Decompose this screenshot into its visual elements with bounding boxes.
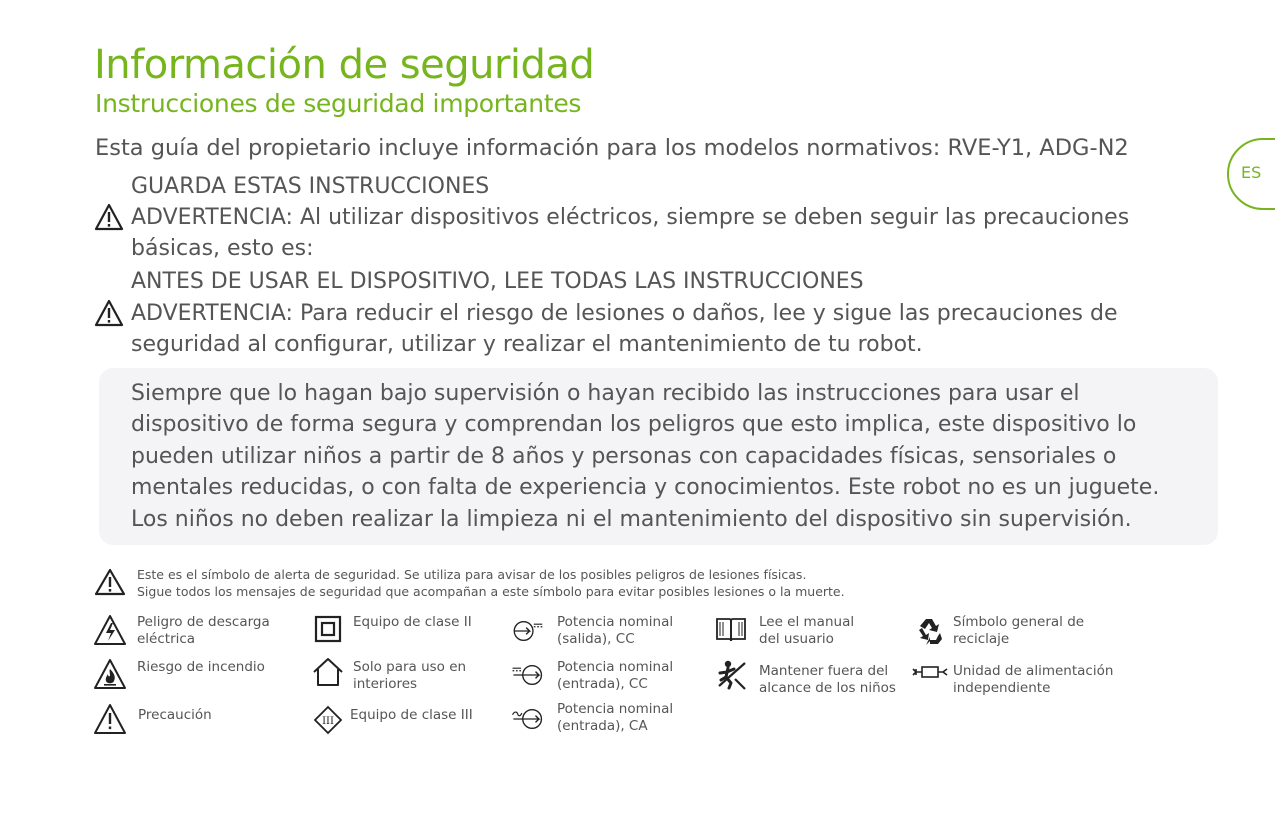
- warning-2-line-1: ADVERTENCIA: Para reducir el riesgo de lesiones o daños, lee y sigue las precauciones de: [131, 301, 1118, 326]
- warning-icon: [94, 203, 124, 231]
- power-supply-label-2: independiente: [953, 680, 1051, 696]
- input-ac-label-2: (entrada), CA: [557, 718, 648, 734]
- input-dc-label-2: (entrada), CC: [557, 676, 648, 692]
- keep-away-label-2: alcance de los niños: [759, 680, 896, 696]
- caution-icon: [93, 703, 127, 735]
- save-instructions: GUARDA ESTAS INSTRUCCIONES: [131, 174, 490, 199]
- safety-alert-icon: [94, 568, 126, 596]
- output-dc-label-2: (salida), CC: [557, 631, 635, 647]
- warning-1-line-2: básicas, esto es:: [131, 236, 314, 261]
- input-ac-label-1: Potencia nominal: [557, 701, 674, 717]
- class-iii-label: Equipo de clase III: [350, 707, 473, 723]
- input-dc-label-1: Potencia nominal: [557, 659, 674, 675]
- output-dc-icon: [510, 615, 544, 647]
- language-tab-label: ES: [1241, 163, 1262, 182]
- note-line-5: Los niños no deben realizar la limpieza ni el mantenimiento del dispositivo sin supervisión.: [131, 507, 1132, 532]
- indoor-only-icon: [311, 656, 345, 688]
- fire-risk-icon: [93, 658, 127, 690]
- output-dc-label-1: Potencia nominal: [557, 614, 674, 630]
- recycling-label-1: Símbolo general de: [953, 614, 1085, 630]
- warning-icon: [94, 299, 124, 327]
- input-ac-icon: [510, 703, 544, 735]
- power-supply-label-1: Unidad de alimentación: [953, 663, 1114, 679]
- note-line-2: dispositivo de forma segura y comprendan los peligros que esto implica, este dispositivo lo: [131, 412, 1137, 437]
- power-supply-icon: [912, 657, 948, 689]
- electric-shock-icon: [93, 614, 127, 646]
- alert-line-1: Este es el símbolo de alerta de seguridad. Se utiliza para avisar de los posibles peligros de lesiones físicas.: [137, 567, 807, 582]
- indoor-only-label-2: interiores: [353, 676, 418, 692]
- keep-away-label-1: Mantener fuera del: [759, 663, 889, 679]
- indoor-only-label-1: Solo para uso en: [353, 659, 467, 675]
- class-iii-icon: [311, 704, 345, 736]
- page-title: Información de seguridad: [94, 42, 595, 88]
- recycling-label-2: reciclaje: [953, 631, 1010, 647]
- svg-text:III: III: [322, 716, 334, 727]
- read-manual-label-1: Lee el manual: [759, 614, 855, 630]
- class-ii-icon: [311, 614, 345, 646]
- note-line-1: Siempre que lo hagan bajo supervisión o hayan recibido las instrucciones para usar el: [131, 381, 1080, 406]
- electric-shock-label-2: eléctrica: [137, 631, 196, 647]
- read-all-instructions: ANTES DE USAR EL DISPOSITIVO, LEE TODAS LAS INSTRUCCIONES: [131, 269, 864, 294]
- alert-line-2: Sigue todos los mensajes de seguridad que acompañan a este símbolo para evitar posibles lesiones o la muerte.: [137, 584, 845, 599]
- note-line-4: mentales reducidas, o con falta de experiencia y conocimientos. Este robot no es un juguete.: [131, 475, 1160, 500]
- read-manual-label-2: del usuario: [759, 631, 834, 647]
- electric-shock-label-1: Peligro de descarga: [137, 614, 270, 630]
- intro-text: Esta guía del propietario incluye información para los modelos normativos: RVE-Y1, ADG-N2: [95, 135, 1129, 161]
- warning-2-line-2: seguridad al configurar, utilizar y realizar el mantenimiento de tu robot.: [131, 332, 923, 357]
- caution-label: Precaución: [138, 707, 212, 723]
- read-manual-icon: [714, 613, 748, 645]
- keep-away-children-icon: [715, 659, 749, 691]
- recycling-icon: [912, 615, 946, 647]
- page-subtitle: Instrucciones de seguridad importantes: [95, 89, 582, 118]
- note-line-3: pueden utilizar niños a partir de 8 años y personas con capacidades físicas, sensoriales o: [131, 444, 1117, 469]
- warning-1-line-1: ADVERTENCIA: Al utilizar dispositivos eléctricos, siempre se deben seguir las precauciones: [131, 205, 1130, 230]
- input-dc-icon: [510, 659, 544, 691]
- class-ii-label: Equipo de clase II: [353, 614, 472, 630]
- fire-risk-label: Riesgo de incendio: [137, 659, 265, 675]
